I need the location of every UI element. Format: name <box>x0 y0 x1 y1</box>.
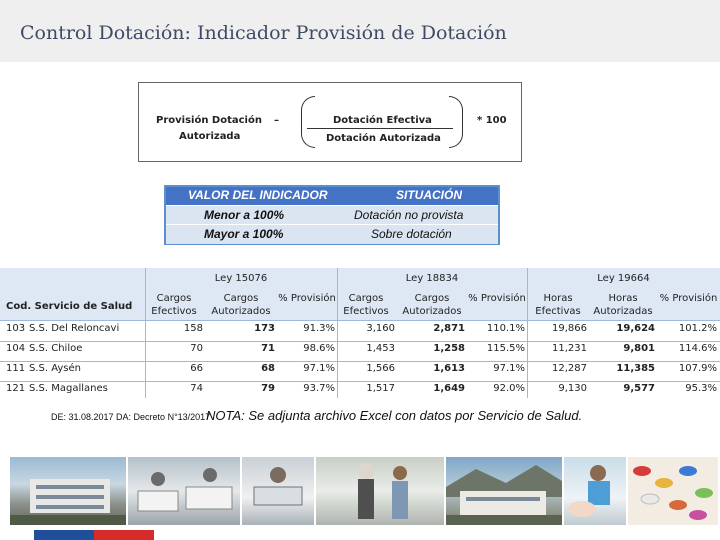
page-title: Control Dotación: Indicador Provisión de Dotación <box>20 22 507 44</box>
row-service: S.S. Magallanes <box>29 383 108 394</box>
col-header-cod-service: Cod. Servicio de Salud <box>6 301 133 312</box>
formula-left-line1: Provisión Dotación <box>156 115 262 126</box>
table-cell: 107.9% <box>678 363 717 374</box>
formula-numerator: Dotación Efectiva <box>333 115 432 126</box>
row-service: S.S. Del Reloncavi <box>29 323 120 334</box>
table-cell: 158 <box>183 323 203 334</box>
provision-data-table <box>0 268 720 398</box>
col-header: % Provisión <box>278 293 336 304</box>
indicator-situation: Sobre dotación <box>371 227 452 241</box>
indicator-table-header <box>166 187 498 205</box>
table-cell: 110.1% <box>486 323 525 334</box>
table-cell: 11,231 <box>552 343 587 354</box>
table-cell: 93.7% <box>303 383 335 394</box>
row-cod: 121 <box>6 383 26 394</box>
table-cell: 115.5% <box>486 343 525 354</box>
col-header: Horas Autorizadas <box>593 293 653 317</box>
table-cell: 74 <box>190 383 203 394</box>
divider <box>0 320 720 321</box>
col-header: Horas Efectivas <box>535 293 581 317</box>
header-value: VALOR DEL INDICADOR <box>188 188 328 202</box>
col-header: % Provisión <box>468 293 526 304</box>
table-cell: 3,160 <box>366 323 395 334</box>
nurse-baby-photo <box>564 457 626 525</box>
table-cell: 9,130 <box>558 383 587 394</box>
table-cell: 19,624 <box>616 323 655 334</box>
header-bg <box>0 268 145 320</box>
divider <box>527 268 528 398</box>
col-header: Cargos Efectivos <box>343 293 389 317</box>
table-cell: 19,866 <box>552 323 587 334</box>
bottom-color-strip <box>34 530 720 540</box>
table-cell: 79 <box>261 383 275 394</box>
photo-strip <box>10 457 718 525</box>
formula-denominator: Dotación Autorizada <box>326 133 441 144</box>
indicator-table <box>164 185 500 245</box>
table-cell: 98.6% <box>303 343 335 354</box>
table-cell: 101.2% <box>678 323 717 334</box>
group-header: Ley 19664 <box>597 273 650 284</box>
group-header: Ley 15076 <box>214 273 268 284</box>
right-paren <box>449 96 463 148</box>
left-paren <box>301 96 315 148</box>
col-header: Cargos Efectivos <box>151 293 197 317</box>
elderly-patients-photo <box>316 457 444 525</box>
table-cell: 71 <box>261 343 275 354</box>
indicator-situation: Dotación no provista <box>354 208 464 222</box>
indicator-row <box>166 225 498 244</box>
table-cell: 9,801 <box>623 343 655 354</box>
table-cell: 68 <box>261 363 275 374</box>
table-cell: 1,613 <box>433 363 465 374</box>
table-cell: 173 <box>254 323 275 334</box>
hospital-ward-photo <box>128 457 240 525</box>
indicator-row <box>166 206 498 225</box>
row-service: S.S. Chiloe <box>29 343 83 354</box>
hospital-building-photo <box>10 457 126 525</box>
table-cell: 11,385 <box>616 363 655 374</box>
table-cell: 66 <box>190 363 203 374</box>
table-cell: 1,517 <box>366 383 395 394</box>
formula-minus: – <box>274 115 279 126</box>
table-cell: 91.3% <box>303 323 335 334</box>
row-cod: 111 <box>6 363 26 374</box>
divider <box>0 341 720 342</box>
table-cell: 12,287 <box>552 363 587 374</box>
col-header: % Provisión <box>659 293 718 304</box>
header-situation: SITUACIÓN <box>396 188 462 202</box>
table-cell: 95.3% <box>685 383 717 394</box>
patient-cart-photo <box>242 457 314 525</box>
row-cod: 104 <box>6 343 26 354</box>
col-header: Cargos Autorizados <box>211 293 271 317</box>
stripe-blue <box>34 530 94 540</box>
table-cell: 97.1% <box>493 363 525 374</box>
formula-multiplier: * 100 <box>477 115 507 126</box>
table-cell: 114.6% <box>678 343 717 354</box>
divider <box>0 361 720 362</box>
hospital-exterior-photo <box>446 457 562 525</box>
indicator-value: Menor a 100% <box>204 208 285 222</box>
table-cell: 70 <box>190 343 203 354</box>
medicine-pills-photo <box>628 457 718 525</box>
row-cod: 103 <box>6 323 26 334</box>
table-cell: 1,649 <box>433 383 465 394</box>
stripe-red <box>94 530 154 540</box>
formula-box <box>138 82 522 162</box>
table-cell: 1,258 <box>433 343 465 354</box>
title-bar <box>0 0 720 62</box>
table-cell: 92.0% <box>493 383 525 394</box>
formula-left-line2: Autorizada <box>179 131 241 142</box>
indicator-value: Mayor a 100% <box>204 227 284 241</box>
table-cell: 2,871 <box>433 323 465 334</box>
table-cell: 1,566 <box>366 363 395 374</box>
row-service: S.S. Aysén <box>29 363 82 374</box>
footnote: DE: 31.08.2017 DA: Decreto N°13/2017 <box>51 412 211 422</box>
divider <box>0 381 720 382</box>
fraction-line <box>307 128 453 129</box>
note-text: NOTA: Se adjunta archivo Excel con datos por Servicio de Salud. <box>206 408 583 423</box>
table-cell: 9,577 <box>623 383 655 394</box>
table-cell: 1,453 <box>366 343 395 354</box>
table-cell: 97.1% <box>303 363 335 374</box>
group-header: Ley 18834 <box>405 273 459 284</box>
col-header: Cargos Autorizados <box>402 293 462 317</box>
